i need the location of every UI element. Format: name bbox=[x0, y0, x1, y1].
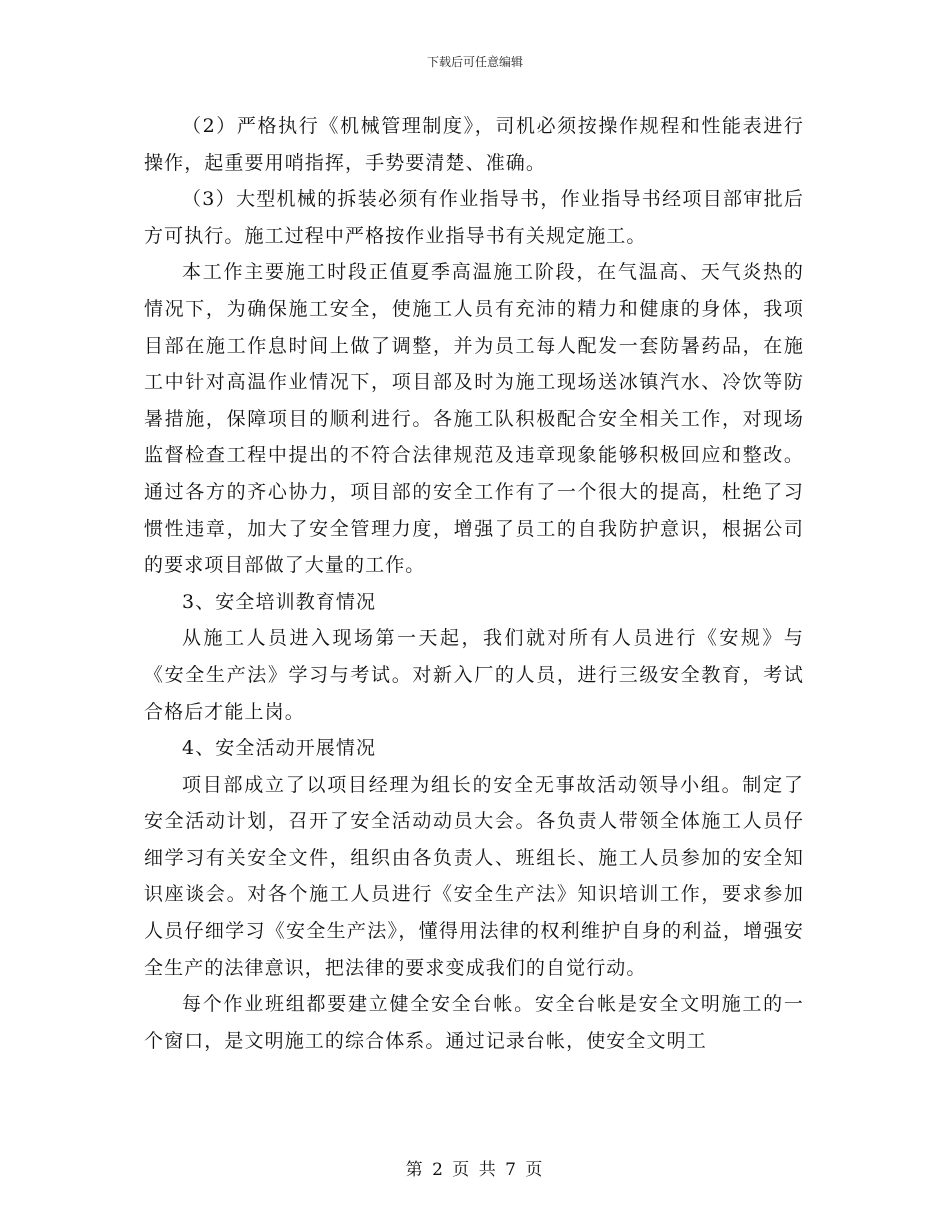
document-body bbox=[144, 108, 804, 1059]
paragraph-large-machinery: （3）大型机械的拆装必须有作业指导书，作业指导书经项目部审批后方可执行。施工过程中严格按作业指导书有关规定施工。 bbox=[144, 188, 804, 247]
section-heading-training: 3、安全培训教育情况 bbox=[182, 590, 377, 613]
paragraph-training: 从施工人员进入现场第一天起，我们就对所有人员进行《安规》与《安全生产法》学习与考试。对新入厂的人员，进行三级安全教育，考试合格后才能上岗。 bbox=[144, 627, 804, 723]
section-heading-activities: 4、安全活动开展情况 bbox=[182, 737, 377, 760]
page-header-note: 下载后可任意编辑 bbox=[426, 55, 523, 69]
paragraph-summer-safety: 本工作主要施工时段正值夏季高温施工阶段，在气温高、天气炎热的情况下，为确保施工安全，使施工人员有充沛的精力和健康的身体，我项目部在施工作息时间上做了调整，并为员工每人配发一套防暑药品，在施工中针对高温作业情况下，项目部及时为施工现场送冰镇汽水、冷饮等防暑措施，保障项目的顺利进行。各施工队积极配合安全相关工作，对现场监督检查工程中提出的不符合法律规范及违章现象能够积极回应和整改。通过各方的齐心协力，项目部的安全工作有了一个很大的提高，杜绝了习惯性违章，加大了安全管理力度，增强了员工的自我防护意识，根据公司的要求项目部做了大量的工作。 bbox=[144, 261, 804, 577]
paragraph-safety-ledger: 每个作业班组都要建立健全安全台帐。安全台帐是安全文明施工的一个窗口，是文明施工的综合体系。通过记录台帐，使安全文明工 bbox=[144, 993, 804, 1052]
paragraph-machine-management: （2）严格执行《机械管理制度》，司机必须按操作规程和性能表进行操作，起重要用哨指挥，手势要清楚、准确。 bbox=[144, 115, 804, 174]
page-number-footer: 第 2 页 共 7 页 bbox=[405, 1160, 545, 1180]
paragraph-activities: 项目部成立了以项目经理为组长的安全无事故活动领导小组。制定了安全活动计划，召开了安全活动动员大会。各负责人带领全体施工人员仔细学习有关安全文件，组织由各负责人、班组长、施工人员参加的安全知识座谈会。对各个施工人员进行《安全生产法》知识培训工作，要求参加人员仔细学习《安全生产法》，懂得用法律的权利维护自身的利益，增强安全生产的法律意识，把法律的要求变成我们的自觉行动。 bbox=[144, 773, 804, 979]
